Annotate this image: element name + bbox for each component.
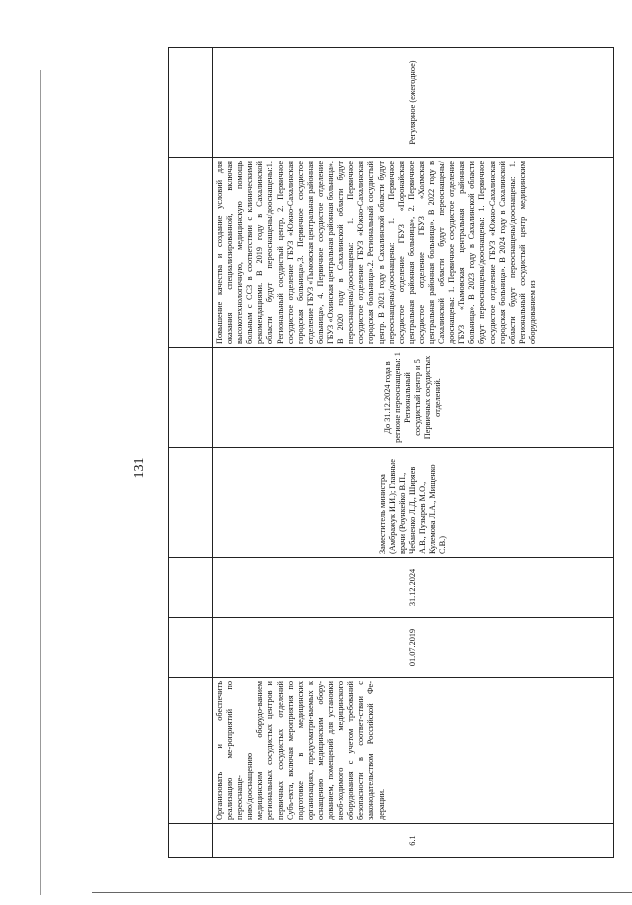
activity-table — [168, 47, 614, 858]
table-row-main — [213, 48, 614, 858]
task-text: Организовать и обеспечить реализацию ме-роприятий по переоснаще- нию/дооснащению медицинским оборудо-ванием региональных сосудистых центров и первичных сосудистых отделений Субъ-екта, включая мероприятия по подготовке в медицинских организациях, предусматри-ваемых к оснащению медицинским обору-дованием, помещений для установки необ-ходимого медицинского оборудования с учетом требований безопасности в соответ-ствии с законодательством Российской Фе-дерации. — [215, 681, 386, 820]
indicator-cell — [213, 158, 614, 348]
start-date-cell — [213, 618, 614, 678]
cell-top-7 — [169, 158, 213, 348]
scan-edge-line — [40, 70, 41, 895]
result-text: До 31.12.2024 года в регионе переоснащены: 1 Региональный сосудистый центр и 5 Первичных сосудистых отделений. — [382, 352, 443, 443]
end-date-cell — [213, 558, 614, 618]
cell-top-6 — [169, 348, 213, 448]
cell-top-5 — [169, 448, 213, 558]
page-number: 131 — [132, 457, 147, 479]
rotated-table-container — [168, 48, 614, 858]
row-number-text: 6.1 — [407, 835, 417, 846]
cell-top-2 — [169, 678, 213, 824]
start-date: 01.07.2019 — [407, 628, 417, 667]
table-row-top — [169, 48, 213, 858]
period-text: Регулярное (ежегодное) — [407, 60, 417, 145]
period-cell — [213, 48, 614, 158]
cell-top-3 — [169, 618, 213, 678]
end-date: 31.12.2024 — [407, 568, 417, 607]
cell-top-8 — [169, 48, 213, 158]
cell-top-1 — [169, 824, 213, 858]
responsible-cell — [213, 448, 614, 558]
task-cell — [213, 678, 614, 824]
indicator-text: Повышение качества и создание условий для оказания специализированной, включая высокотехнологичную, медицинскую помощь больным с ССЗ в соответствии с клиническими рекомендациями. В 2019 году в Сахалинской области будут переоснащены/дооснащены:1. Региональный сосудистый центр, 2. Первичное сосудистое отделение ГБУЗ «Южно-Сахалинская городская больница»,3. Первичное сосудистое отделение ГБУЗ «Тымовская центральная районная больница», 4. Первичное сосудистое отделение ГБУЗ «Охинская центральная районная больница». В 2020 году в Сахалинской области будут переоснащены/дооснащены: 1. Первичное сосудистое отделение ГБУЗ «Южно-Сахалинская городская больница».2. Региональный сосудистый центр. В 2021 году в Сахалинской области будут переоснащены/дооснащены: 1. Первичное сосудистое отделение ГБУЗ «Поронайская центральная районная больница», 2. Первичное сосудистое отделение ГБУЗ «Холмская центральная районная больница». В 2022 году в Сахалинской области будут переоснащены/дооснащены: 1. Первичное сосудистое отделение ГБУЗ «Тымовская центральная районная больница». В 2023 году в Сахалинской области будут переоснащены/дооснащены: 1. Первичное сосудистое отделение ГБУЗ «Южно-Сахалинская городская больница». В 2024 году в Сахалинской области будут переоснащены/дооснащены: 1. Региональный сосудистый центр медицинским оборудованием из — [215, 161, 537, 344]
row-number — [213, 824, 614, 858]
bottom-line — [92, 892, 632, 893]
cell-top-4 — [169, 558, 213, 618]
responsible-text: Заместитель министра (Амбражук И.И.); Главные врачи (Роункейко В.П., Чебаненко Л.Д., Ширяев А.В., Пузырев М.О., Кулемова Л.А., Мищенко С.В.) — [377, 459, 448, 554]
result-cell — [213, 348, 614, 448]
